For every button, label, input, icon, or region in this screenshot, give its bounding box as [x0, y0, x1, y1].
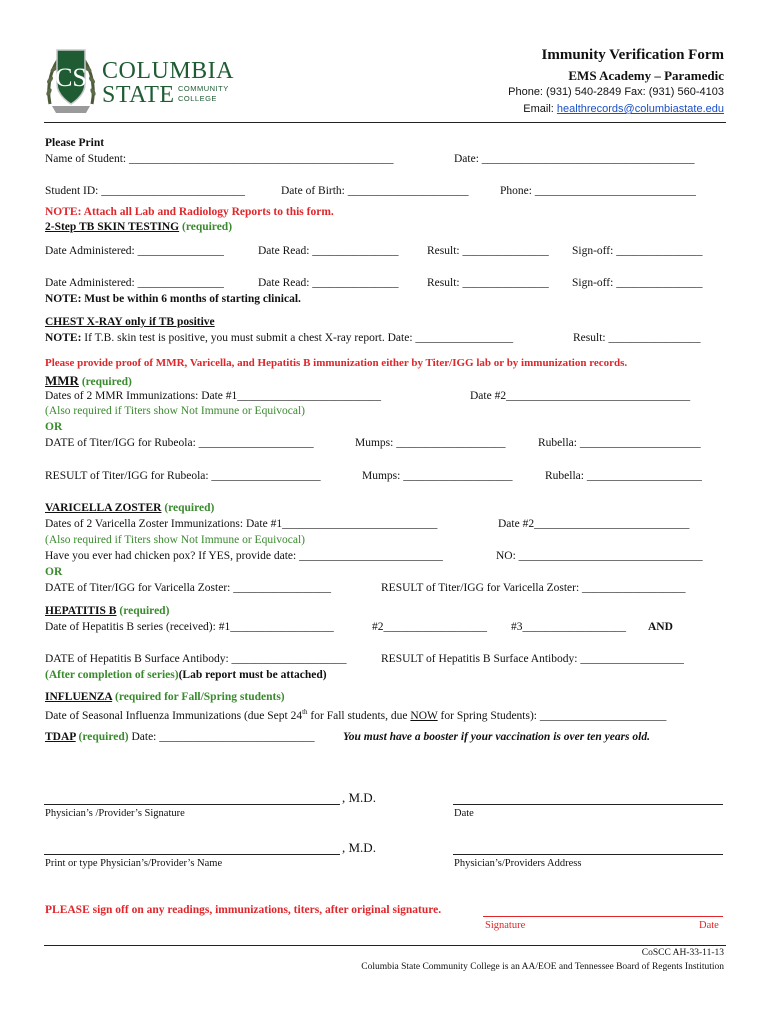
chickenpox-no-field[interactable]: NO: ________________________________: [496, 550, 703, 562]
hepb-and: AND: [648, 621, 673, 633]
physician-name-line[interactable]: [44, 854, 340, 855]
mmr-date2-field[interactable]: Date #2________________________________: [470, 390, 691, 402]
signoff-date-label: Date: [699, 920, 719, 931]
physician-signature-label: Physician’s /Provider’s Signature: [45, 808, 185, 819]
proof-of-immunization-note: Please provide proof of MMR, Varicella, and Hepatitis B immunization either by Titer/IGG lab or by immunization records.: [45, 357, 628, 369]
chickenpox-date-field[interactable]: Have you ever had chicken pox? If YES, provide date: _________________________: [45, 550, 443, 562]
form-code: CoSCC AH-33-11-13: [641, 948, 724, 958]
form-title: Immunity Verification Form: [541, 47, 724, 63]
logo-wordmark-columbia: COLUMBIA: [102, 58, 235, 84]
varicella-date2-field[interactable]: Date #2___________________________: [498, 518, 690, 530]
signature-date-label: Date: [454, 808, 474, 819]
logo-community: COMMUNITY: [178, 84, 229, 93]
hepatitis-b-heading: HEPATITIS B (required): [45, 605, 170, 617]
influenza-heading: INFLUENZA (required for Fall/Spring students): [45, 691, 285, 703]
varicella-titer-date-field[interactable]: DATE of Titer/IGG for Varicella Zoster: _________________: [45, 582, 331, 594]
hepb-antibody-date-field[interactable]: DATE of Hepatitis B Surface Antibody: ____________________: [45, 653, 347, 665]
mmr-titer-rubeola[interactable]: DATE of Titer/IGG for Rubeola: ____________________: [45, 437, 314, 449]
md-suffix-1: , M.D.: [342, 790, 376, 805]
mmr-heading: MMR (required): [45, 373, 132, 388]
mmr-titer-rubella[interactable]: Rubella: _____________________: [538, 437, 701, 449]
footer-divider: [44, 945, 726, 946]
tb2-signoff[interactable]: Sign-off: _______________: [572, 277, 703, 289]
tb-section-heading: 2-Step TB SKIN TESTING (required): [45, 221, 233, 233]
institution-statement: Columbia State Community College is an AA/EOE and Tennessee Board of Regents Institution: [361, 962, 724, 972]
chest-xray-result-field[interactable]: Result: ________________: [573, 332, 701, 344]
physician-address-line[interactable]: [453, 854, 723, 855]
logo-wordmark-state: STATE: [102, 82, 175, 108]
college-logo: [44, 44, 234, 118]
hepb-series-1-field[interactable]: Date of Hepatitis B series (received): #1__________________: [45, 621, 334, 633]
program-name: EMS Academy – Paramedic: [568, 68, 724, 83]
tb1-date-administered[interactable]: Date Administered: _______________: [45, 245, 224, 257]
signature-date-line[interactable]: [453, 804, 723, 805]
varicella-or: OR: [45, 566, 63, 578]
physician-signature-line[interactable]: [44, 804, 340, 805]
signoff-signature-label: Signature: [485, 920, 526, 931]
mmr-result-rubeola[interactable]: RESULT of Titer/IGG for Rubeola: ___________________: [45, 470, 321, 482]
physician-address-label: Physician’s/Providers Address: [454, 858, 582, 869]
date-of-birth-field[interactable]: Date of Birth: _____________________: [281, 185, 469, 197]
header-divider: [44, 122, 726, 123]
hepb-after-completion: (After completion of series)(Lab report must be attached): [45, 669, 327, 681]
influenza-date-field[interactable]: Date of Seasonal Influenza Immunizations (due Sept 24th for Fall students, due NOW for Spring Students): ______________________: [45, 708, 667, 722]
varicella-titer-result-field[interactable]: RESULT of Titer/IGG for Varicella Zoster: __________________: [381, 582, 686, 594]
hepb-series-2-field[interactable]: #2__________________: [372, 621, 487, 633]
tb2-date-read[interactable]: Date Read: _______________: [258, 277, 399, 289]
mmr-date1-field[interactable]: Dates of 2 MMR Immunizations: Date #1_________________________: [45, 390, 382, 402]
tdap-date-field[interactable]: TDAP (required) Date: ___________________________: [45, 731, 315, 743]
signoff-instruction: PLEASE sign off on any readings, immunizations, titers, after original signature.: [45, 904, 442, 916]
svg-text:CS: CS: [55, 63, 87, 92]
chest-xray-heading: CHEST X-RAY only if TB positive: [45, 316, 215, 328]
physician-name-label: Print or type Physician’s/Provider’s Name: [45, 858, 223, 869]
student-name-field[interactable]: Name of Student: ______________________________________________: [45, 153, 394, 165]
tb2-date-administered[interactable]: Date Administered: _______________: [45, 277, 224, 289]
logo-college: COLLEGE: [178, 94, 217, 103]
email-line: Email: healthrecords@columbiastate.edu: [523, 103, 724, 115]
mmr-result-mumps[interactable]: Mumps: ___________________: [362, 470, 513, 482]
student-phone-field[interactable]: Phone: ____________________________: [500, 185, 696, 197]
attach-reports-note: NOTE: Attach all Lab and Radiology Reports to this form.: [45, 206, 334, 218]
tb1-result[interactable]: Result: _______________: [427, 245, 549, 257]
hepb-antibody-result-field[interactable]: RESULT of Hepatitis B Surface Antibody: __________________: [381, 653, 684, 665]
phone-fax: Phone: (931) 540-2849 Fax: (931) 560-4103: [508, 86, 724, 98]
student-date-field[interactable]: Date: _____________________________________: [454, 153, 695, 165]
hepb-series-3-field[interactable]: #3__________________: [511, 621, 626, 633]
signoff-signature-line[interactable]: [483, 916, 723, 917]
six-months-note: NOTE: Must be within 6 months of starting clinical.: [45, 293, 301, 305]
tb1-signoff[interactable]: Sign-off: _______________: [572, 245, 703, 257]
chest-xray-date-field[interactable]: NOTE: If T.B. skin test is positive, you must submit a chest X-ray report. Date: _________________: [45, 332, 514, 344]
mmr-also-required: (Also required if Titers show Not Immune or Equivocal): [45, 405, 305, 417]
varicella-date1-field[interactable]: Dates of 2 Varicella Zoster Immunizations: Date #1___________________________: [45, 518, 438, 530]
tdap-booster-note: You must have a booster if your vaccination is over ten years old.: [343, 731, 650, 743]
mmr-titer-mumps[interactable]: Mumps: ___________________: [355, 437, 506, 449]
please-print-label: Please Print: [45, 137, 105, 149]
tb1-date-read[interactable]: Date Read: _______________: [258, 245, 399, 257]
varicella-heading: VARICELLA ZOSTER (required): [45, 502, 215, 514]
mmr-or: OR: [45, 421, 63, 433]
student-id-field[interactable]: Student ID: _________________________: [45, 185, 245, 197]
tb2-result[interactable]: Result: _______________: [427, 277, 549, 289]
mmr-result-rubella[interactable]: Rubella: ____________________: [545, 470, 702, 482]
md-suffix-2: , M.D.: [342, 840, 376, 855]
varicella-also-required: (Also required if Titers show Not Immune or Equivocal): [45, 534, 305, 546]
email-link[interactable]: healthrecords@columbiastate.edu: [556, 103, 724, 115]
